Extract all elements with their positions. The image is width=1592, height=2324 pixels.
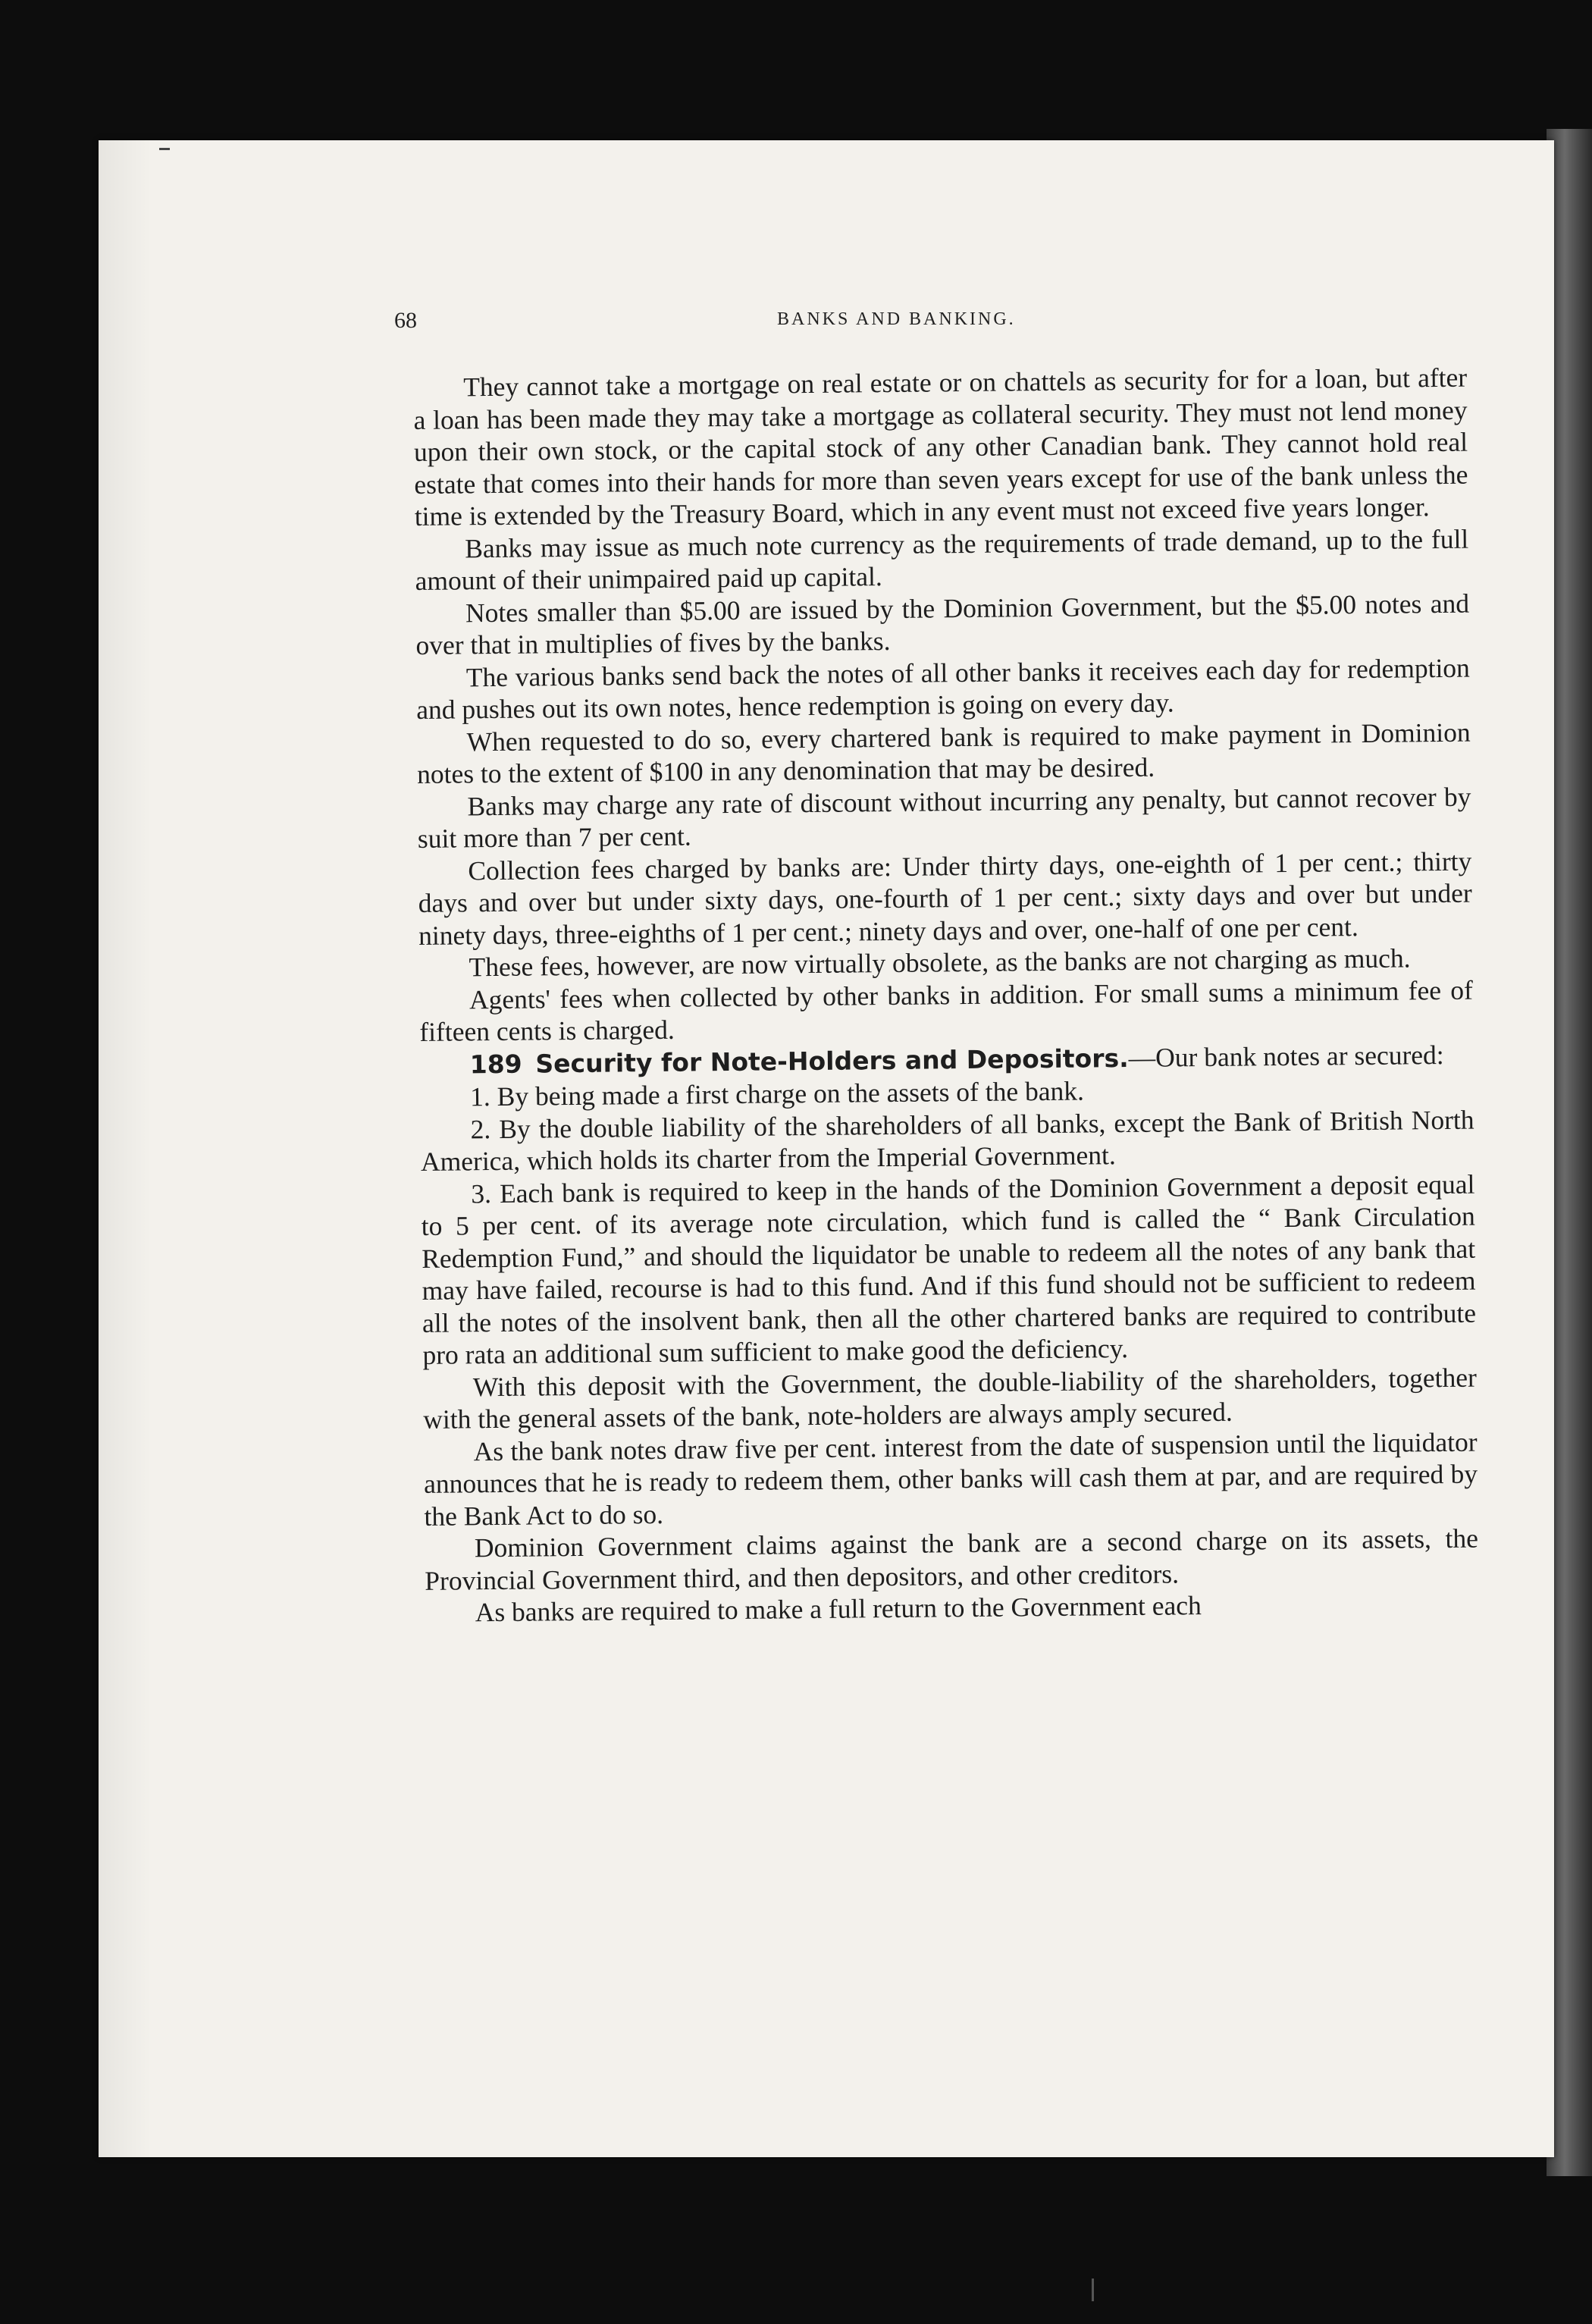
section-paragraph: 2. By the double liability of the shareholders of all banks, except the Bank of British North America, which holds its charter from the Imperial Government. (420, 1104, 1474, 1177)
running-head (394, 308, 1456, 338)
section-number: 189 (469, 1049, 522, 1079)
paragraph: Notes smaller than $5.00 are issued by the Dominion Government, but the $5.00 notes and over that in multiplies of fives by the banks. (415, 588, 1470, 660)
paragraph: The various banks send back the notes of all other banks it receives each day for redemption and pushes out its own notes, hence redemption is going on every day. (416, 652, 1471, 725)
paragraph: Collection fees charged by banks are: Under thirty days, one-eighth of 1 per cent.; thirty days and over but under sixty days, one-fourth of 1 per cent.; sixty days and over but under ninety days, three-eighths of 1 per cent.; ninety days and over, one-half of one per cent. (418, 845, 1472, 951)
paragraph: Banks may issue as much note currency as the requirements of trade demand, up to the full amount of their unimpaired paid up capital. (415, 523, 1469, 596)
section-paragraph: 3. Each bank is required to keep in the hands of the Dominion Government a deposit equal to 5 per cent. of its average note circulation, which fund is called the “ Bank Circulation Redemption Fund,” and should the liquidator be unable to redeem all the notes of any bank that may have failed, recourse is had to this fund. And if this fund should not be sufficient to redeem all the notes of the insolvent bank, then all the other chartered banks are required to contribute pro rata an additional sum sufficient to make good the deficiency. (421, 1168, 1477, 1370)
page-gutter-shadow (99, 140, 152, 2157)
paragraph: Banks may charge any rate of discount without incurring any penalty, but cannot recover by suit more than 7 per cent. (417, 781, 1471, 854)
page-mark (159, 148, 170, 150)
paragraph: These fees, however, are now virtually obsolete, as the banks are not charging as much. (469, 942, 1411, 983)
section-paragraph: With this deposit with the Government, the double-liability of the shareholders, together with the general assets of the bank, note-holders are always amply secured. (423, 1362, 1477, 1435)
section-paragraph: As the bank notes draw five per cent. interest from the date of suspension until the liquidator announces that he is ready to redeem them, other banks will cash them at par, and are required by the Bank Act to do so. (423, 1426, 1478, 1532)
paragraph: They cannot take a mortgage on real estate or on chattels as security for for a loan, but after a loan has been made they may take a mortgage as collateral security. They must not lend money upon their own stock, or the capital stock of any other Canadian bank. They cannot hold real estate that comes into their hands for more than seven years except for use of the bank unless the time is extended by the Treasury Board, which in any event must not exceed five years longer. (413, 362, 1468, 532)
section-paragraph: As banks are required to make a full return to the Government each (475, 1590, 1202, 1628)
page-number: 68 (394, 308, 417, 333)
section-lead: —Our bank notes ar secured: (1128, 1039, 1444, 1073)
section-paragraph: Dominion Government claims against the bank are a second charge on its assets, the Provincial Government third, and then depositors, and other creditors. (425, 1523, 1479, 1596)
running-title: BANKS AND BANKING. (777, 309, 1016, 329)
section-title: Security for Note-Holders and Depositors. (535, 1043, 1129, 1078)
scan-mark (1092, 2279, 1094, 2301)
body-text (413, 362, 1479, 1629)
paragraph: Agents' fees when collected by other banks in addition. For small sums a minimum fee of fifteen cents is charged. (419, 974, 1474, 1047)
section-paragraph: 1. By being made a first charge on the assets of the bank. (469, 1075, 1085, 1112)
paragraph: When requested to do so, every chartered bank is required to make payment in Dominion notes to the extent of $100 in any denomination that may be desired. (416, 717, 1471, 789)
